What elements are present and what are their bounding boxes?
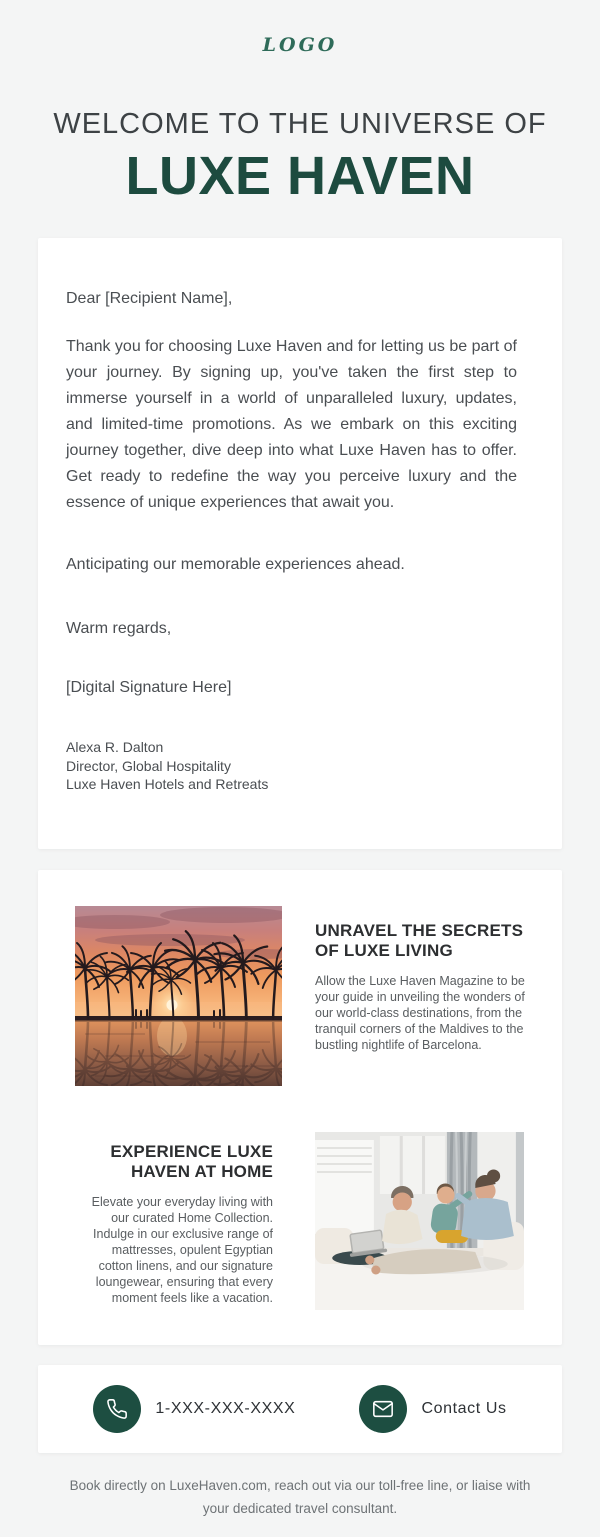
sunset-palm-trees-illustration xyxy=(75,906,282,1086)
letter-anticipation-line: Anticipating our memorable experiences ahead. xyxy=(66,556,405,573)
signature-block xyxy=(66,738,517,794)
feature-row-home-collection xyxy=(75,1132,528,1310)
letter-greeting: Dear [Recipient Name], xyxy=(66,290,233,307)
contact-us-text: Contact Us xyxy=(421,1399,507,1417)
signature-placeholder: [Digital Signature Here] xyxy=(66,679,232,696)
phone-icon xyxy=(93,1385,141,1433)
feature-body-home-collection: Elevate your everyday living with our curated Home Collection. Indulge in our exclusive range of mattresses, opulent Egyptian cotton linens, and our signature loungewear, ensuring that every moment feels like a vacation. xyxy=(91,1194,273,1305)
feature-text-magazine xyxy=(315,906,528,1086)
family-relaxing-at-home-photo xyxy=(315,1132,524,1310)
phone-number-text: 1-XXX-XXX-XXXX xyxy=(155,1399,296,1417)
signer-company: Luxe Haven Hotels and Retreats xyxy=(66,776,269,792)
features-card xyxy=(38,870,562,1345)
welcome-letter-card xyxy=(38,238,562,849)
contact-card xyxy=(38,1365,562,1453)
feature-text-home-collection xyxy=(75,1132,273,1310)
sunset-palm-trees-photo xyxy=(75,906,282,1086)
signer-title: Director, Global Hospitality xyxy=(66,757,231,774)
brand-name-headline: LUXE HAVEN xyxy=(125,146,475,206)
phone-contact-link[interactable] xyxy=(93,1385,295,1433)
feature-body-magazine: Allow the Luxe Haven Magazine to be your guide in unveiling the wonders of our world-class destinations, from the tranquil corners of the Maldives to the bustling nightlife of Barcelona. xyxy=(315,973,525,1052)
brand-logo[interactable]: LOGO xyxy=(262,34,338,56)
family-at-home-illustration xyxy=(315,1132,524,1310)
feature-heading-home-collection: EXPERIENCE LUXE HAVEN AT HOME xyxy=(110,1141,273,1181)
letter-paragraph: Thank you for choosing Luxe Haven and for letting us be part of your journey. By signing up, you've taken the first step to immerse yourself in a world of unparalleled luxury, updates, and limited-time promotions. As we embark on this exciting journey together, dive deep into what Luxe Haven has to offer. Get ready to redefine the way you perceive luxury and the essence of unique experiences that await you. xyxy=(66,338,517,511)
letter-closing: Warm regards, xyxy=(66,620,172,637)
footer-booking-note: Book directly on LuxeHaven.com, reach out via our toll-free line, or liaise with your dedicated travel consultant. xyxy=(69,1477,531,1516)
mail-icon xyxy=(359,1385,407,1433)
feature-row-magazine xyxy=(75,906,528,1086)
contact-us-link[interactable] xyxy=(359,1385,506,1433)
signer-name: Alexa R. Dalton xyxy=(66,739,164,755)
welcome-headline: WELCOME TO THE UNIVERSE OF xyxy=(53,108,547,140)
feature-heading-magazine: UNRAVEL THE SECRETS OF LUXE LIVING xyxy=(315,920,524,960)
